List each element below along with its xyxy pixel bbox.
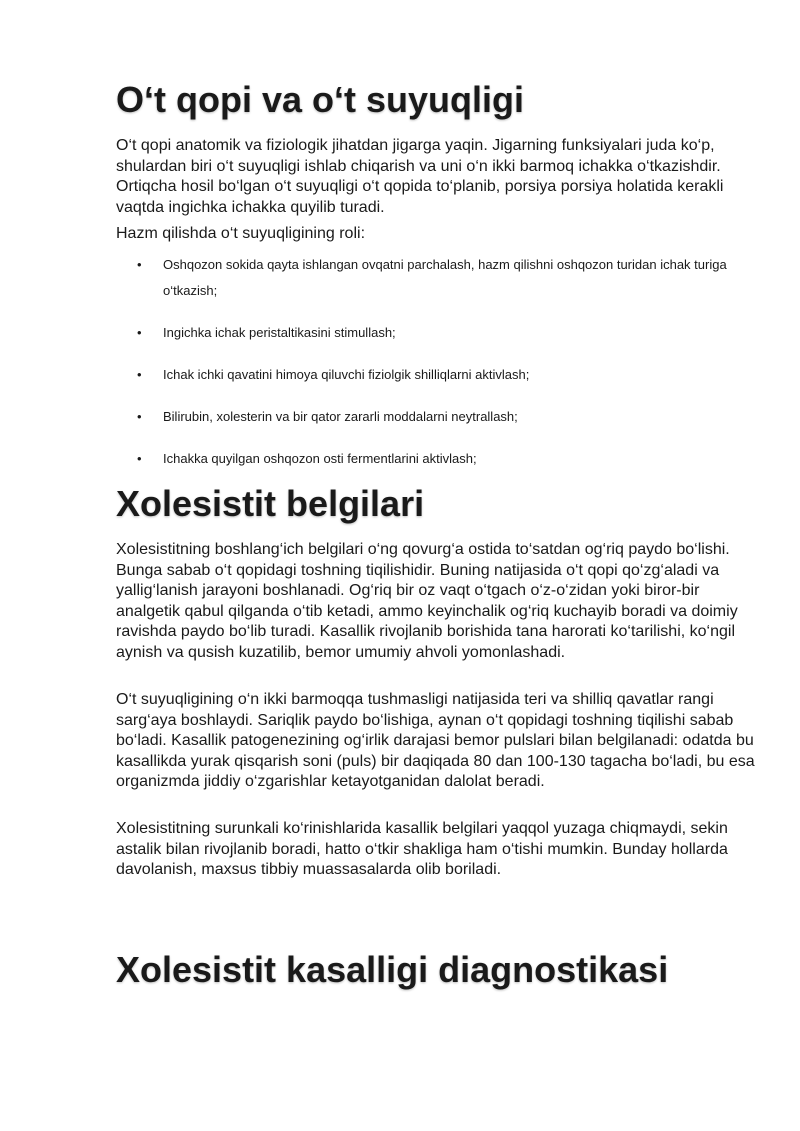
list-item — [116, 362, 756, 388]
gallbladder-paragraph: O‘t qopi anatomik va fiziologik jihatdan jigarga yaqin. Jigarning funksiyalari juda ko‘p, shulardan biri o‘t suyuqligi ishlab chiqarish va uni o‘n ikki barmoq ichakka o‘tkazishdir. Ortiqcha hosil bo‘lgan o‘t suyuqligi o‘t qopida to‘planib, porsiya porsiya holatida kerakli vaqtda ingichka ichakka quyilib turadi. — [116, 137, 724, 216]
list-item-text: Ichak ichki qavatini himoya qiluvchi fiziolgik shilliqlarni aktivlash; — [163, 367, 530, 382]
bile-role-intro: Hazm qilishda o‘t suyuqligining roli: — [116, 225, 366, 242]
list-item — [116, 446, 756, 472]
list-item-text: Ingichka ichak peristaltikasini stimullash; — [163, 325, 396, 340]
symptoms-paragraph-2: O‘t suyuqligining o‘n ikki barmoqqa tushmasligi natijasida teri va shilliq qavatlar rangi sarg‘aya boshlaydi. Sariqlik paydo bo‘lishiga, aynan o‘t qopidagi toshning tiqilishi sabab bo‘ladi. Kasallik patogenezining og‘irlik darajasi bemor pulslari bilan belgilanadi: odatda bu kasallikda yurak qisqarish soni (puls) bir daqiqada 80 dan 100-130 tagacha bo‘ladi, bu esa organizmda jiddiy o‘zgarishlar ketayotganidan dalolat beradi. — [116, 691, 755, 790]
bullet-icon: • — [137, 325, 142, 340]
list-item-text: Ichakka quyilgan oshqozon osti fermentlarini aktivlash; — [163, 451, 477, 466]
list-item-text: Bilirubin, xolesterin va bir qator zararli moddalarni neytrallash; — [163, 409, 518, 424]
bullet-icon: • — [137, 409, 142, 424]
symptoms-paragraph-1: Xolesistitning boshlang‘ich belgilari o‘ng qovurg‘a ostida to‘satdan og‘riq paydo bo‘lishi. Bunga sabab o‘t qopidagi toshning tiqilishidir. Buning natijasida o‘t qopi qo‘zg‘aladi va yallig‘lanish jarayoni boshlanadi. Og‘riq bir oz vaqt o‘tgach o‘z-o‘zidan yoki biror-bir analgetik qabul qilganda o‘tib ketadi, ammo keyinchalik og‘riq kuchayib boradi va doimiy ravishda paydo bo‘lib turadi. Kasallik rivojlanib borishida tana harorati ko‘tarilishi, ko‘ngil aynish va qusish kuzatilib, bemor umumiy ahvoli yomonlashadi. — [116, 541, 738, 661]
section-heading-gallbladder: O‘t qopi va o‘t suyuqligi — [116, 79, 525, 120]
bullet-icon: • — [137, 257, 142, 272]
list-item-text: Oshqozon sokida qayta ishlangan ovqatni parchalash, hazm qilishni oshqozon turidan ichak turiga o‘tkazish; — [163, 257, 727, 298]
bullet-icon: • — [137, 451, 142, 466]
section-heading-diagnostics: Xolesistit kasalligi diagnostikasi — [116, 949, 669, 990]
list-item — [116, 320, 756, 346]
symptoms-paragraph-3: Xolesistitning surunkali ko‘rinishlarida kasallik belgilari yaqqol yuzaga chiqmaydi, sekin astalik bilan rivojlanib boradi, hatto o‘tkir shakliga ham o‘tishi mumkin. Bunday hollarda davolanish, maxsus tibbiy muassasalarda olib boriladi. — [116, 820, 728, 878]
bullet-icon: • — [137, 367, 142, 382]
list-item — [116, 252, 756, 304]
bile-role-list — [116, 252, 756, 488]
section-heading-symptoms: Xolesistit belgilari — [116, 483, 425, 524]
list-item — [116, 404, 756, 430]
